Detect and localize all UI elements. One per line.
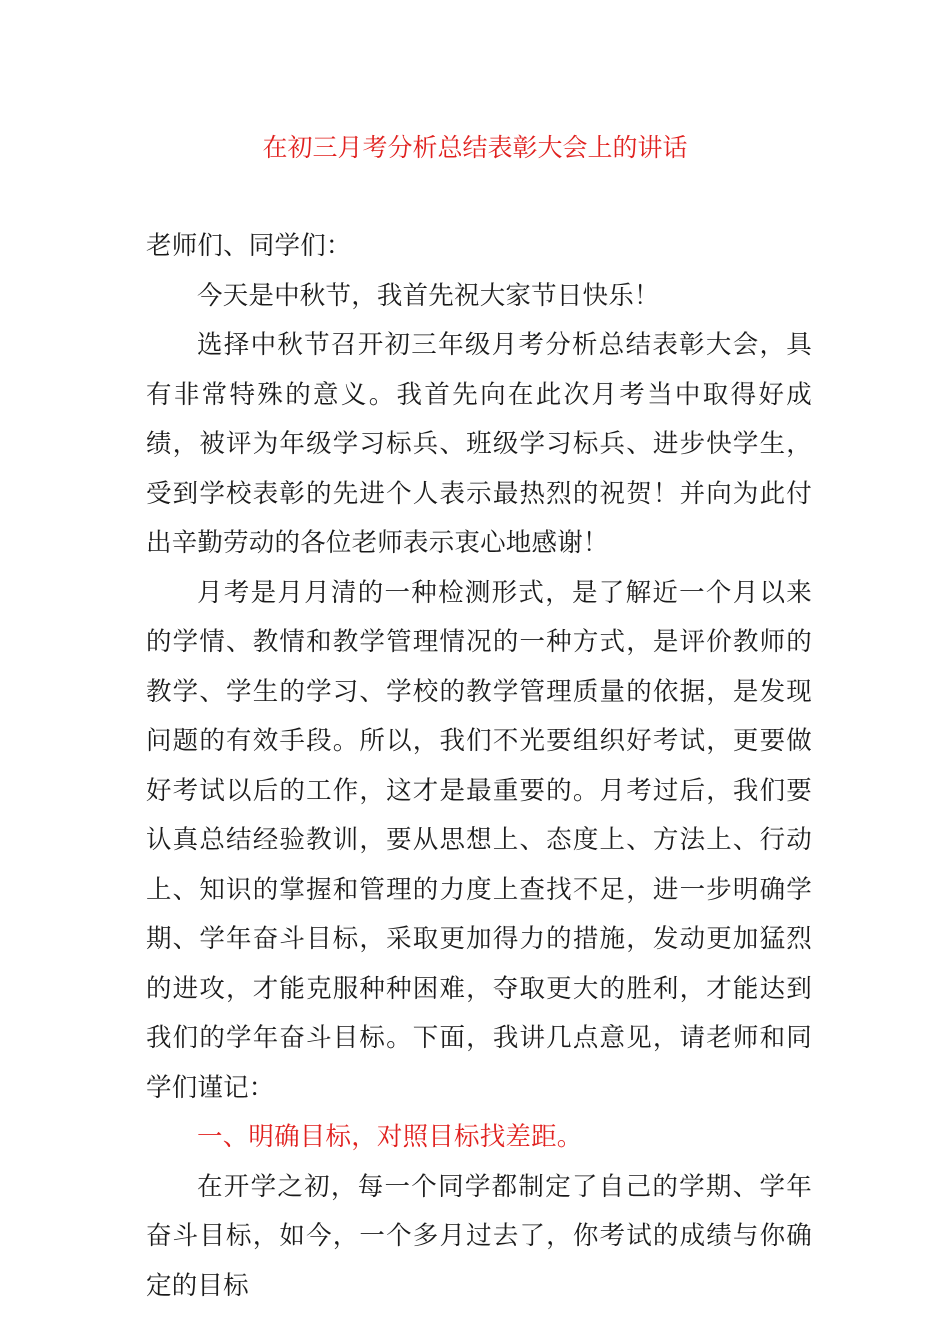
section-heading: 一、明确目标，对照目标找差距。 xyxy=(197,1122,583,1152)
salutation: 老师们、同学们： xyxy=(146,231,352,261)
paragraph-congratulations: 选择中秋节召开初三年级月考分析总结表彰大会，具有非常特殊的意义。我首先向在此次月考当中取得好成绩，被评为年级学习标兵、班级学习标兵、进步快学生，受到学校表彰的先进个人表示最热烈的祝贺！并向为此付出辛勤劳动的各位老师表示衷心地感谢！ xyxy=(146,330,812,558)
document-title: 在初三月考分析总结表彰大会上的讲话 xyxy=(262,133,688,162)
paragraph-section-one: 在开学之初，每一个同学都制定了自己的学期、学年奋斗目标，如今，一个多月过去了，你考试的成绩与你确定的目标 xyxy=(146,1171,812,1301)
document-body xyxy=(146,222,812,1311)
paragraph-monthly-exam: 月考是月月清的一种检测形式，是了解近一个月以来的学情、教情和教学管理情况的一种方式，是评价教师的教学、学生的学习、学校的教学管理质量的依据，是发现问题的有效手段。所以，我们不光要组织好考试，更要做好考试以后的工作，这才是最重要的。月考过后，我们要认真总结经验教训，要从思想上、态度上、方法上、行动上、知识的掌握和管理的力度上查找不足，进一步明确学期、学年奋斗目标，采取更加得力的措施，发动更加猛烈的进攻，才能克服种种困难，夺取更大的胜利，才能达到我们的学年奋斗目标。下面，我讲几点意见，请老师和同学们谨记： xyxy=(146,577,812,1103)
paragraph-greeting: 今天是中秋节，我首先祝大家节日快乐！ xyxy=(197,280,660,311)
